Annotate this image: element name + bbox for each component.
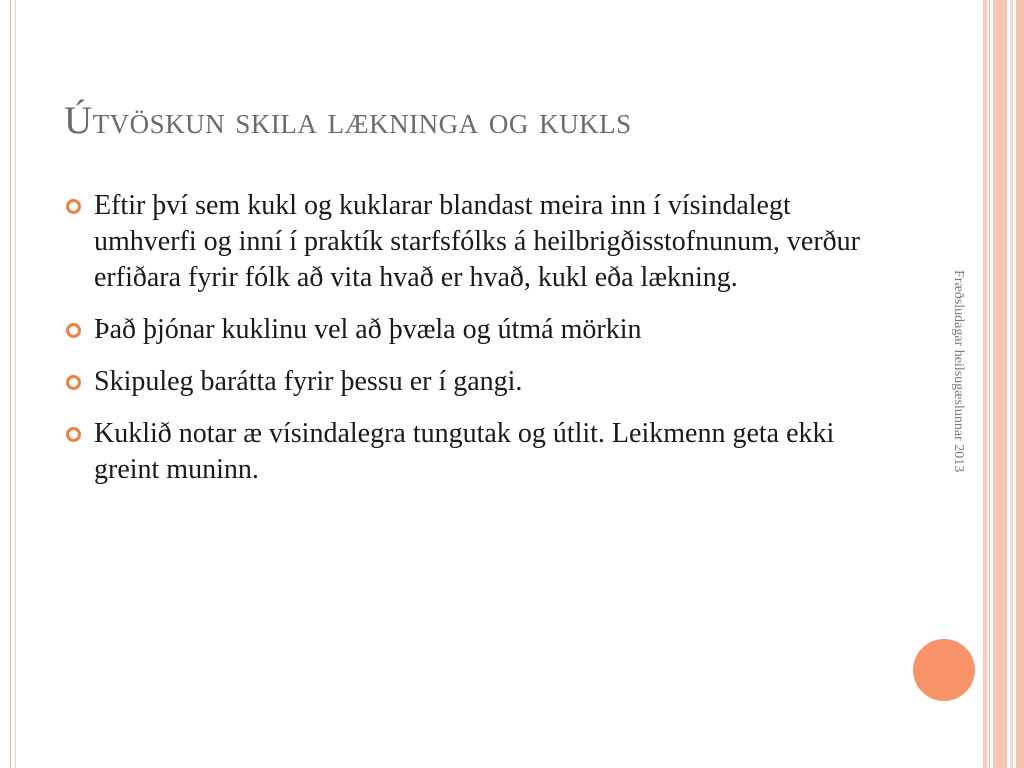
bullet-item [64,188,884,296]
bullet-item [64,416,884,488]
decor-stripe [989,0,990,768]
bullet-item [64,312,884,348]
bullet-list [64,188,884,504]
bullet-text: Kuklið notar æ vísindalegra tungutak og útlit. Leikmenn geta ekki greint muninn. [94,418,835,485]
bullet-ring-icon [66,375,81,390]
bullet-text: Eftir því sem kukl og kuklarar blandast meira inn í vísindalegt umhverfi og inní í praktík starfsfólks á heilbrigðisstofnunum, verður erfiðara fyrir fólk að vita hvað er hvað, kukl eða lækning. [94,190,860,293]
decor-stripe [993,0,1007,768]
bullet-item [64,364,884,400]
bullet-text: Það þjónar kuklinu vel að þvæla og útmá mörkin [94,314,642,345]
decor-circle [913,639,975,701]
decor-stripe [983,0,987,768]
bullet-text: Skipuleg barátta fyrir þessu er í gangi. [94,366,523,397]
bullet-ring-icon [66,199,81,214]
bullet-ring-icon [66,323,81,338]
decor-stripe [1010,0,1013,768]
bullet-ring-icon [66,427,81,442]
slide-title: Útvöskun skila lækninga og kukls [64,99,632,142]
decor-stripe [1016,0,1024,768]
vertical-footer-text: Fræðsludagar heilsugæslunnar 2013 [951,270,966,473]
